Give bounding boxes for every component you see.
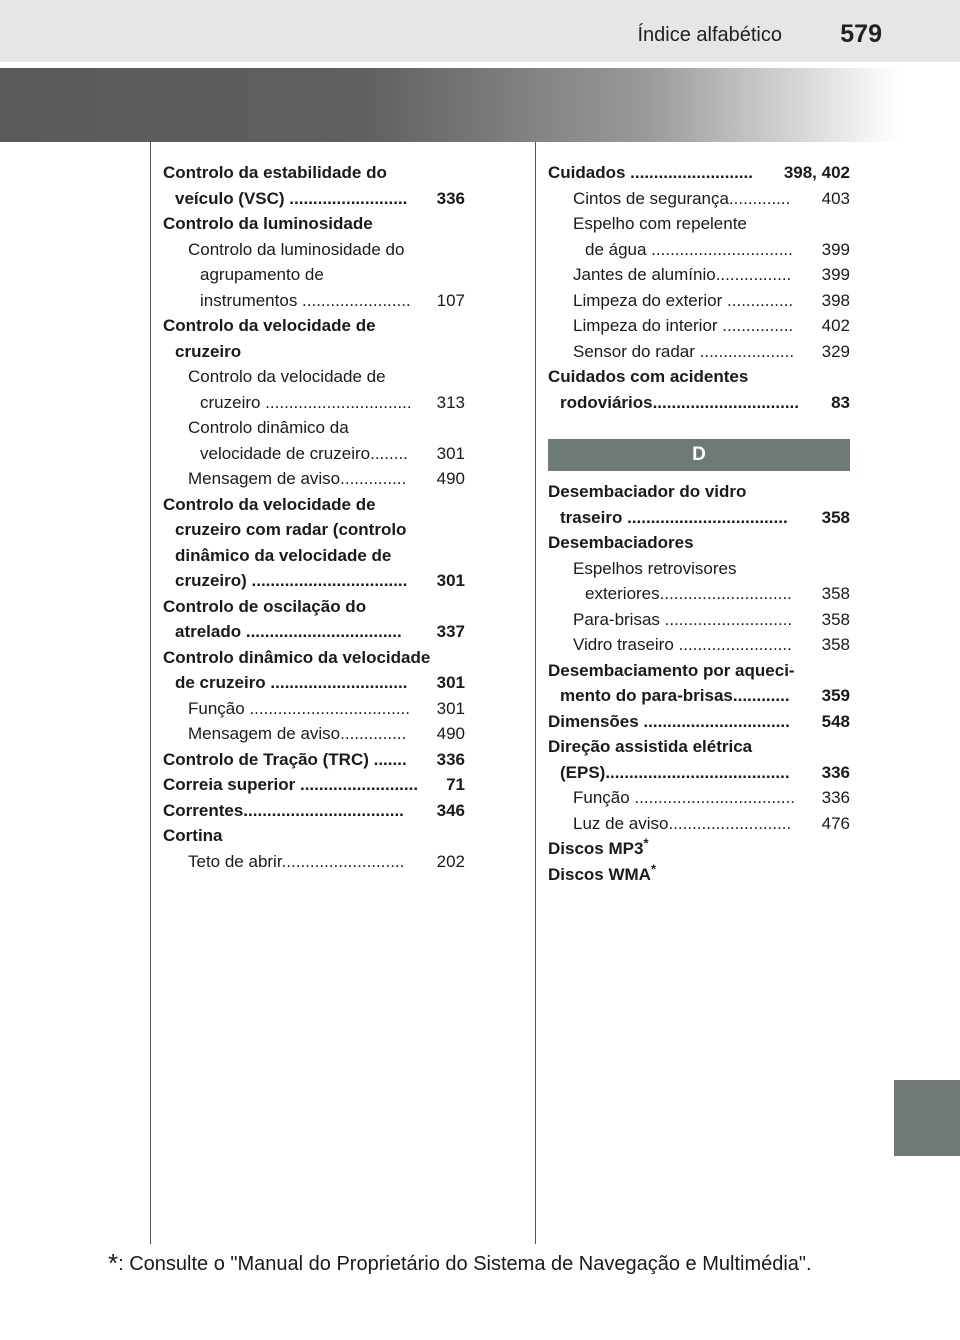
index-entry-text: Controlo de Tração (TRC) .......	[163, 749, 407, 769]
index-entry	[548, 288, 850, 314]
index-entry-text: instrumentos .......................	[200, 290, 411, 310]
index-page-ref: 476	[821, 813, 850, 833]
index-entry-text: Cintos de segurança.............	[573, 188, 791, 208]
index-entry-text: dinâmico da velocidade de	[175, 545, 392, 565]
index-entry-text: Espelhos retrovisores	[573, 558, 737, 578]
index-entry	[548, 262, 850, 288]
index-entry-text: cruzeiro com radar (controlo	[175, 520, 407, 539]
index-entry	[163, 696, 465, 722]
index-entry-text: agrupamento de	[200, 265, 324, 284]
index-entry	[548, 339, 850, 365]
index-entry	[548, 709, 850, 735]
index-entry-text: mento do para-brisas............	[560, 686, 790, 705]
index-entry-text: Mensagem de aviso..............	[188, 469, 407, 488]
index-entry	[163, 543, 465, 569]
column-divider-left	[150, 142, 151, 1244]
index-page-ref: 313	[436, 392, 465, 412]
index-page-ref: 83	[831, 392, 850, 412]
index-entry	[548, 658, 850, 684]
chapter-side-tab	[894, 1080, 960, 1156]
index-entry	[548, 390, 850, 416]
index-entry-text: Mensagem de aviso..............	[188, 724, 407, 743]
index-entry	[163, 160, 465, 186]
index-entry-text: de cruzeiro .............................	[175, 673, 408, 692]
index-page-ref: 346	[436, 800, 465, 820]
index-page-ref: 398, 402	[783, 163, 850, 182]
index-entry-text: Jantes de alumínio................	[573, 265, 792, 284]
index-entry-text: atrelado .................................	[175, 622, 402, 641]
index-page-ref: 202	[436, 851, 465, 871]
index-entry	[548, 556, 850, 582]
index-entry-text: veículo (VSC) .........................	[175, 188, 408, 208]
index-entry	[163, 594, 465, 620]
index-entry	[163, 237, 465, 263]
index-page-ref: 336	[821, 788, 850, 807]
index-entry	[163, 339, 465, 365]
index-entry	[548, 785, 850, 811]
page-number: 579	[840, 20, 882, 48]
index-page-ref: 399	[821, 239, 850, 259]
index-page-ref: 490	[436, 469, 465, 488]
index-entry-text: Cuidados com acidentes	[548, 367, 749, 386]
index-entry-text: Desembaciador do vidro	[548, 482, 747, 501]
index-page-ref: 548	[821, 711, 850, 731]
index-entry	[163, 313, 465, 339]
footnote-reference: *	[643, 835, 649, 851]
index-entry	[548, 530, 850, 556]
index-entry-text: Limpeza do exterior ..............	[573, 290, 794, 310]
index-entry-text: (EPS).......................................	[560, 762, 790, 782]
index-page-ref: 336	[436, 188, 465, 208]
index-page-ref: 329	[821, 341, 850, 361]
index-page-ref: 359	[821, 686, 850, 705]
index-page-ref: 358	[821, 507, 850, 527]
index-entry-text: Luz de aviso..........................	[573, 813, 792, 833]
index-column-right	[548, 160, 850, 887]
index-entry	[163, 390, 465, 416]
footnote-marker: *	[108, 1248, 119, 1278]
index-entry	[548, 836, 850, 862]
index-page-ref: 358	[821, 584, 850, 603]
index-entry-text: Discos MP3	[548, 839, 644, 858]
index-entry-text: Direção assistida elétrica	[548, 737, 753, 756]
footnote-text: : Consulte o "Manual do Proprietário do Sistema de Navegação e Multimédia".	[118, 1253, 812, 1275]
index-entry-text: Controlo de oscilação do	[163, 596, 367, 616]
footnote	[108, 1248, 812, 1279]
index-page-ref: 301	[436, 571, 465, 590]
index-entry	[163, 262, 465, 288]
index-entry	[163, 568, 465, 594]
index-page-ref: 301	[436, 698, 465, 718]
index-entry-text: Sensor do radar ....................	[573, 341, 795, 361]
index-entry	[163, 211, 465, 237]
index-entry-text: Controlo da velocidade de	[188, 367, 386, 386]
index-entry-text: Desembaciadores	[548, 533, 694, 552]
index-page-ref: 71	[446, 775, 465, 794]
index-page-ref: 399	[821, 265, 850, 284]
index-entry-text: Cortina	[163, 826, 223, 845]
index-group-d	[548, 479, 850, 887]
index-entry	[163, 517, 465, 543]
header-banner	[0, 68, 900, 142]
index-page-ref: 358	[821, 635, 850, 654]
index-entry	[163, 747, 465, 773]
index-entry	[548, 160, 850, 186]
header-bar	[0, 0, 960, 62]
index-entry	[548, 581, 850, 607]
index-entry-text: Para-brisas ...........................	[573, 609, 793, 629]
index-entry-text: Desembaciamento por aqueci-	[548, 660, 795, 680]
index-entry-text: cruzeiro ...............................	[200, 392, 412, 412]
index-entry	[548, 632, 850, 658]
index-entry	[163, 415, 465, 441]
index-entry-text: Controlo dinâmico da velocidade	[163, 647, 431, 667]
index-page-ref: 301	[436, 673, 465, 692]
index-entry	[548, 607, 850, 633]
index-entry-text: Controlo da luminosidade do	[188, 239, 405, 259]
index-entry-text: Controlo da velocidade de	[163, 316, 376, 335]
index-entry-text: Controlo da estabilidade do	[163, 163, 387, 182]
index-entry	[548, 313, 850, 339]
index-entry-text: traseiro ..................................	[560, 507, 788, 527]
index-entry	[548, 186, 850, 212]
column-divider-middle	[535, 142, 536, 1244]
index-entry-text: cruzeiro) .................................	[175, 571, 408, 590]
index-page-ref: 336	[436, 749, 465, 769]
index-entry-text: Teto de abrir..........................	[188, 851, 405, 871]
index-column-left	[163, 160, 465, 874]
section-title: Índice alfabético	[637, 24, 782, 46]
index-entry	[163, 772, 465, 798]
index-entry	[163, 670, 465, 696]
index-entry	[548, 734, 850, 760]
letter-section-header: D	[548, 439, 850, 471]
index-entry	[163, 645, 465, 671]
index-group-c	[548, 160, 850, 415]
index-entry-text: Função ..................................	[573, 788, 796, 807]
index-entry-text: exteriores............................	[585, 584, 792, 603]
index-page-ref: 337	[436, 622, 465, 641]
index-entry	[163, 364, 465, 390]
index-entry-text: rodoviários...............................	[560, 392, 799, 412]
index-entry	[163, 288, 465, 314]
index-entry	[548, 760, 850, 786]
index-entry-text: Correntes..................................	[163, 800, 404, 820]
index-page-ref: 336	[821, 762, 850, 782]
index-entry	[548, 479, 850, 505]
footnote-reference: *	[650, 860, 657, 876]
index-entry	[163, 798, 465, 824]
index-entry-text: Função ..................................	[188, 698, 411, 718]
index-entry	[548, 683, 850, 709]
index-page-ref: 301	[436, 443, 465, 463]
index-entry-text: velocidade de cruzeiro........	[200, 443, 408, 463]
index-entry-text: Espelho com repelente	[573, 214, 747, 233]
index-entry	[163, 823, 465, 849]
index-entry-text: Controlo da luminosidade	[163, 214, 373, 233]
index-entry-text: de água ..............................	[585, 239, 793, 259]
index-entry	[548, 364, 850, 390]
index-entry	[548, 811, 850, 837]
index-entry-text: cruzeiro	[175, 341, 242, 361]
index-entry	[548, 211, 850, 237]
index-page-ref: 402	[821, 316, 850, 335]
index-entry	[548, 237, 850, 263]
index-entry-text: Controlo dinâmico da	[188, 418, 349, 437]
index-entry	[163, 186, 465, 212]
index-entry	[163, 492, 465, 518]
index-entry-text: Discos WMA	[548, 864, 651, 884]
index-page-ref: 398	[821, 290, 850, 310]
index-entry	[163, 466, 465, 492]
index-page-ref: 490	[436, 724, 465, 743]
index-entry-text: Dimensões ...............................	[548, 711, 790, 731]
index-entry-text: Vidro traseiro ........................	[573, 635, 792, 654]
index-entry	[163, 619, 465, 645]
index-entry-text: Controlo da velocidade de	[163, 494, 376, 514]
index-entry-text: Limpeza do interior ...............	[573, 316, 794, 335]
index-entry	[163, 721, 465, 747]
index-page-ref: 107	[436, 290, 465, 310]
index-entry	[548, 862, 850, 888]
index-entry	[163, 849, 465, 875]
index-entry-text: Cuidados ..........................	[548, 163, 753, 182]
index-page-ref: 358	[821, 609, 850, 629]
index-entry-text: Correia superior .........................	[163, 775, 419, 794]
index-page-ref: 403	[821, 188, 850, 208]
index-entry	[548, 505, 850, 531]
index-entry	[163, 441, 465, 467]
